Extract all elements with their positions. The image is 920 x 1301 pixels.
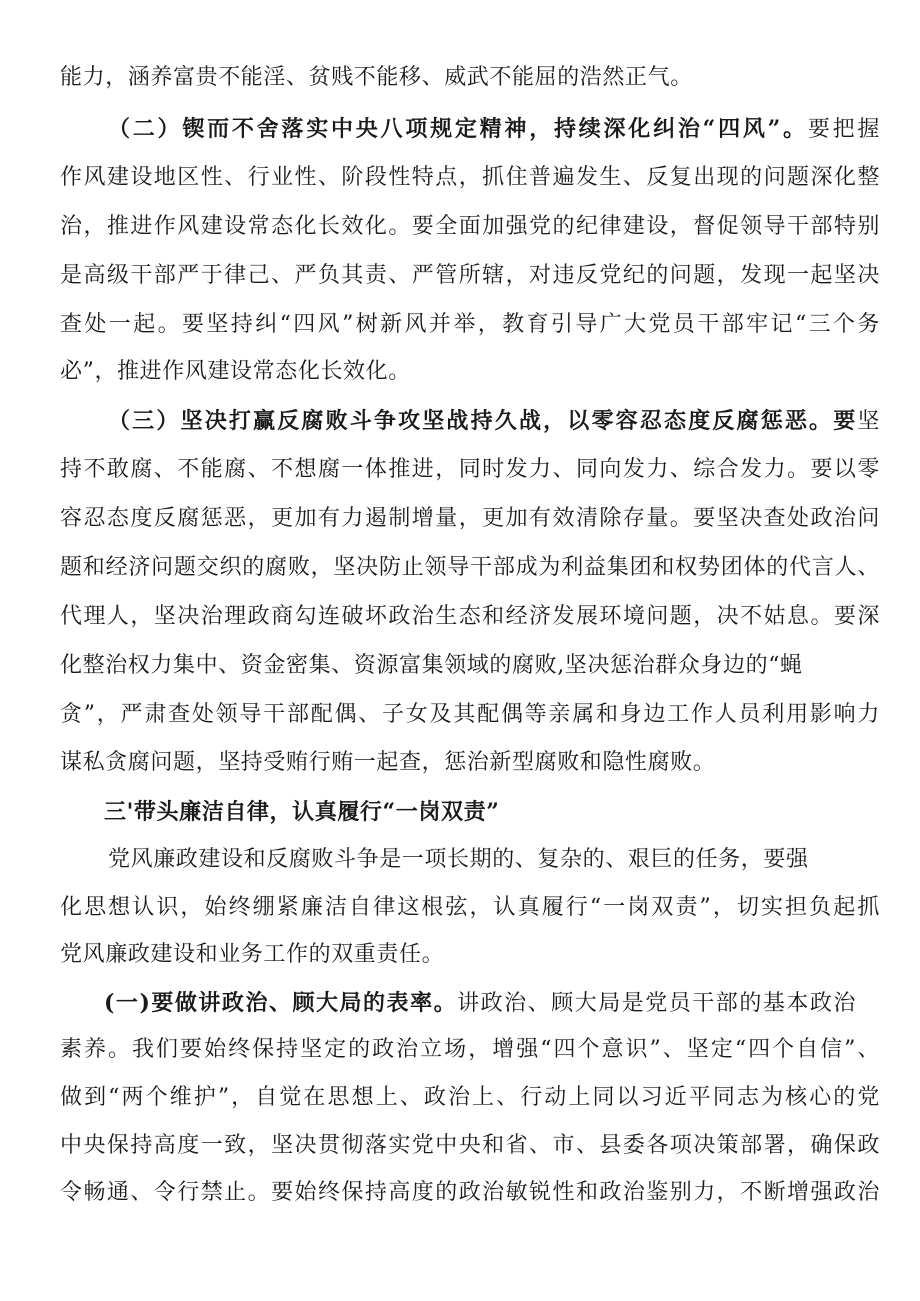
section-heading: 三'带头廉洁自律，认真履行“一岗双责” bbox=[104, 799, 500, 825]
line-text: 容忍态度反腐惩恶，更加有力遏制增量，更加有效清除存量。要坚决查处政治问 bbox=[60, 506, 880, 531]
paragraph-line bbox=[104, 988, 856, 1019]
paragraph-line bbox=[60, 893, 880, 923]
paragraph-line bbox=[60, 1083, 880, 1113]
line-text: 令畅通、令行禁止。要始终保持高度的政治敏锐性和政治鉴别力，不断增强政治 bbox=[60, 1180, 880, 1205]
line-text: 题和经济问题交织的腐败，坚决防止领导干部成为利益集团和权势团体的代言人、 bbox=[60, 555, 880, 580]
line-text: 治，推进作风建设常态化长效化。要全面加强党的纪律建设，督促领导干部特别 bbox=[60, 214, 880, 239]
paragraph-line bbox=[60, 212, 880, 242]
paragraph-line bbox=[60, 163, 880, 193]
paragraph-line bbox=[60, 504, 880, 534]
paragraph-line bbox=[108, 114, 880, 145]
paragraph-line bbox=[60, 455, 880, 485]
line-text: 化思想认识，始终绷紧廉洁自律这根弦，认真履行“一岗双责”，切实担负起抓 bbox=[60, 895, 880, 920]
line-text: 素养。我们要始终保持坚定的政治立场，增强“四个意识”、坚定“四个自信”、 bbox=[60, 1037, 880, 1062]
paragraph-line bbox=[108, 845, 880, 875]
paragraph-line bbox=[60, 1131, 880, 1161]
line-text: 查处一起。要坚持纠“四风”树新风并举，教育引导广大党员干部牢记“三个务 bbox=[60, 312, 880, 337]
section-title bbox=[104, 797, 920, 827]
paragraph-line bbox=[60, 1035, 880, 1065]
line-text: 贪”，严肃查处领导干部配偶、子女及其配偶等亲属和身边工作人员利用影响力 bbox=[60, 702, 880, 727]
line-text: 谋私贪腐问题，坚持受贿行贿一起查，惩治新型腐败和隐性腐败。 bbox=[60, 750, 716, 775]
paragraph-line bbox=[60, 357, 880, 387]
line-text: 坚 bbox=[857, 409, 880, 434]
line-text: 作风建设地区性、行业性、阶段性特点，抓住普遍发生、反复出现的问题深化整 bbox=[60, 165, 880, 190]
paragraph-line bbox=[60, 553, 880, 583]
line-text: 化整治权力集中、资金密集、资源富集领域的腐败,坚决惩治群众身边的“蝇 bbox=[60, 653, 803, 678]
section-heading: （三）坚决打赢反腐败斗争攻坚战持久战，以零容忍态度反腐惩恶。要 bbox=[108, 408, 858, 434]
paragraph-line bbox=[60, 651, 880, 681]
paragraph-line bbox=[60, 748, 880, 778]
paragraph-line bbox=[60, 261, 880, 291]
paragraph-line bbox=[60, 63, 880, 93]
line-text: 持不敢腐、不能腐、不想腐一体推进，同时发力、同向发力、综合发力。要以零 bbox=[60, 457, 880, 482]
line-text: 代理人，坚决治理政商勾连破坏政治生态和经济发展环境问题，决不姑息。要深 bbox=[60, 604, 880, 629]
paragraph-line bbox=[60, 310, 880, 340]
line-text: 党风廉政建设和反腐败斗争是一项长期的、复杂的、艰巨的任务，要强 bbox=[108, 847, 809, 872]
line-text: 是高级干部严于律己、严负其责、严管所辖，对违反党纪的问题，发现一起坚决 bbox=[60, 263, 880, 288]
section-heading: (一)要做讲政治、顾大局的表率。 bbox=[104, 990, 458, 1016]
paragraph-line bbox=[108, 406, 880, 437]
line-text: 做到“两个维护”，自觉在思想上、政治上、行动上同以习近平同志为核心的党 bbox=[60, 1085, 880, 1110]
line-text: 必”，推进作风建设常态化长效化。 bbox=[60, 359, 411, 384]
paragraph-line bbox=[60, 1178, 880, 1208]
line-text: 中央保持高度一致，坚决贯彻落实党中央和省、市、县委各项决策部署，确保政 bbox=[60, 1133, 880, 1158]
line-text: 要把握 bbox=[807, 117, 880, 142]
section-heading: （二）锲而不舍落实中央八项规定精神，持续深化纠治“四风”。 bbox=[108, 116, 808, 142]
line-text: 讲政治、顾大局是党员干部的基本政治 bbox=[457, 991, 856, 1016]
paragraph-line bbox=[60, 940, 880, 970]
line-text: 党风廉政建设和业务工作的双重责任。 bbox=[60, 942, 445, 967]
line-text: 能力，涵养富贵不能淫、贫贱不能移、威武不能屈的浩然正气。 bbox=[60, 65, 693, 90]
paragraph-line bbox=[60, 602, 880, 632]
paragraph-line bbox=[60, 700, 880, 730]
